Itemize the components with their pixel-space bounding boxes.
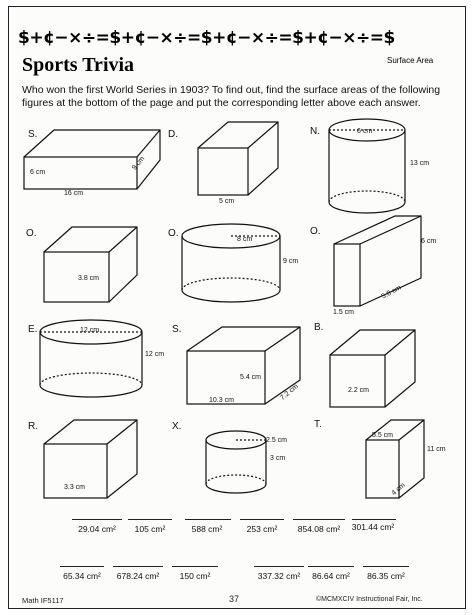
dimension-label: 9 cm: [131, 155, 147, 172]
figure-letter: O.: [168, 228, 179, 239]
answer-value: 86.64 cm²: [312, 571, 350, 581]
dimension-label: 3.8 cm: [78, 275, 100, 282]
figure-letter: O.: [26, 228, 37, 239]
dimension-label: 7.2 cm: [279, 383, 300, 402]
answer-value: 588 cm²: [191, 524, 223, 534]
figure-letter: D.: [168, 129, 178, 140]
dimension-label: 5.5 cm: [372, 432, 394, 439]
dimension-label: 3.3 cm: [64, 484, 86, 491]
answer-value: 253 cm²: [246, 524, 278, 534]
answer-blank[interactable]: [60, 566, 104, 567]
answer-value: 150 cm²: [179, 571, 211, 581]
answer-blank[interactable]: [308, 566, 354, 567]
dimension-label: 8 cm: [237, 236, 253, 243]
answer-blank[interactable]: [185, 519, 231, 520]
answer-value: 337.32 cm²: [257, 571, 301, 581]
dimension-label: 5.8 cm: [380, 284, 403, 301]
figure-x-cylinder: [206, 431, 266, 493]
dimension-label: 1.5 cm: [333, 309, 355, 316]
dimension-label: 6 cm: [357, 128, 373, 135]
figure-d-cube: [198, 122, 278, 195]
dimension-label: 2.2 cm: [348, 387, 370, 394]
answer-value: 854.08 cm²: [297, 524, 341, 534]
answer-value: 65.34 cm²: [63, 571, 101, 581]
dimension-label: 13 cm: [410, 160, 430, 167]
dimension-label: 12 cm: [145, 351, 165, 358]
answer-blank[interactable]: [363, 566, 409, 567]
math-symbol-banner: $+¢−×÷=$+¢−×÷=$+¢−×÷=$+¢−×÷=$: [18, 28, 395, 48]
dimension-label: 3 cm: [270, 455, 286, 462]
figure-letter: T.: [314, 419, 322, 430]
answer-blank[interactable]: [113, 566, 163, 567]
answer-blank[interactable]: [254, 566, 304, 567]
instructions-text: Who won the first World Series in 1903? To find out, find the surface areas of the following figures at the bottom of the page and put the corresponding letter above each answer.: [22, 84, 441, 109]
footer-code: Math IF5117: [22, 596, 64, 605]
figure-letter: E.: [28, 324, 38, 335]
answer-blank[interactable]: [352, 519, 396, 520]
figure-letter: R.: [28, 421, 38, 432]
page-number: 37: [229, 594, 240, 604]
figure-o-cylinder: [182, 224, 280, 302]
dimension-label: 9 cm: [283, 258, 299, 265]
dimension-label: 5 cm: [219, 198, 235, 205]
dimension-label: 12 cm: [80, 327, 100, 334]
answer-value: 105 cm²: [134, 524, 166, 534]
answer-blank[interactable]: [128, 519, 172, 520]
dimension-label: 2.5 cm: [266, 437, 288, 444]
dimension-label: 16 cm: [64, 190, 84, 197]
answer-value: 29.04 cm²: [78, 524, 116, 534]
figure-letter: N.: [310, 126, 320, 137]
dimension-label: 6 cm: [421, 238, 437, 245]
figure-letter: S.: [172, 324, 182, 335]
figure-letter: B.: [314, 322, 324, 333]
answer-value: 678.24 cm²: [116, 571, 160, 581]
dimension-label: 4 cm: [390, 481, 407, 498]
dimension-label: 5.4 cm: [240, 374, 262, 381]
figure-b-cube: [330, 330, 415, 407]
figure-letter: S.: [28, 129, 38, 140]
figure-letter: O.: [310, 226, 321, 237]
answer-blank[interactable]: [72, 519, 122, 520]
dimension-label: 11 cm: [427, 446, 446, 453]
page-subtitle: Surface Area: [387, 56, 434, 65]
answer-blank[interactable]: [240, 519, 284, 520]
answer-blank[interactable]: [172, 566, 218, 567]
figure-o-box-1: [44, 227, 137, 302]
page-title: Sports Trivia: [22, 54, 135, 76]
figure-r-cube: [44, 420, 137, 498]
answer-blank[interactable]: [293, 519, 345, 520]
answer-value: 86.35 cm²: [367, 571, 405, 581]
copyright: ©MCMXCIV Instructional Fair, Inc.: [316, 596, 423, 603]
dimension-label: 10.3 cm: [209, 397, 234, 404]
figure-letter: X.: [172, 421, 182, 432]
figure-o-box-2: [334, 216, 421, 306]
answer-value: 301.44 cm²: [351, 522, 395, 532]
dimension-label: 6 cm: [30, 169, 46, 176]
